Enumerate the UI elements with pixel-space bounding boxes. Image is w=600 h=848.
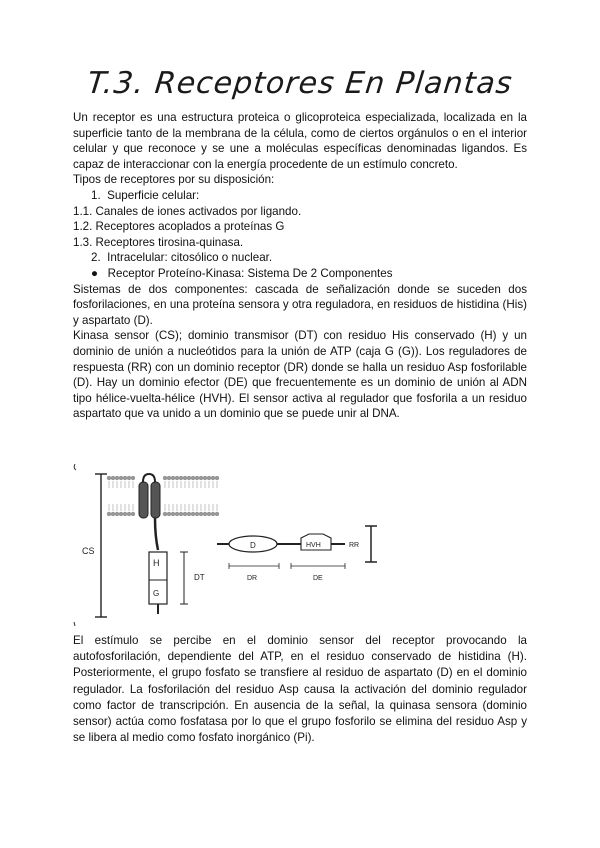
lipid-head bbox=[127, 512, 131, 516]
list-subitem-tyrosine-kinase: 1.3. Receptores tirosina-quinasa. bbox=[73, 235, 244, 249]
lipid-head bbox=[199, 476, 203, 480]
lipid-head bbox=[203, 476, 207, 480]
lipid-head bbox=[123, 476, 127, 480]
list-subitem-g-protein: 1.2. Receptores acoplados a proteínas G bbox=[73, 220, 285, 234]
lipid-head bbox=[203, 512, 207, 516]
transmembrane-helix-icon bbox=[139, 474, 160, 550]
d-label: D bbox=[250, 541, 256, 550]
lipid-head bbox=[183, 476, 187, 480]
two-components-paragraph: Sistemas de dos componentes: cascada de señalización donde se suceden dos fosforilaciones, en una proteína sensora y otra reguladora, en residuos de histidina (His) y aspartato (D). bbox=[73, 282, 527, 327]
lipid-head bbox=[207, 512, 211, 516]
rr-label: RR bbox=[349, 542, 360, 549]
two-component-diagram bbox=[73, 462, 527, 630]
list-item-surface: 1. Superficie celular: bbox=[91, 188, 200, 202]
lipid-head bbox=[191, 476, 195, 480]
dr-label: DR bbox=[247, 575, 258, 582]
intro-paragraph: Un receptor es una estructura proteica o glicoproteica especializada, localizada en la superficie tanto de la membrana de la célula, como de ciertos orgánulos o en el interior celular y que reconoce y se une a moléculas específicas denominadas ligandos. Es capaz de interaccionar con la energía procedente de un estímulo concreto. bbox=[73, 111, 527, 171]
lipid-head bbox=[167, 512, 171, 516]
h-label: H bbox=[153, 558, 160, 568]
lipid-head bbox=[115, 512, 119, 516]
lipid-head bbox=[111, 476, 115, 480]
lipid-head bbox=[167, 476, 171, 480]
dr-span bbox=[229, 563, 279, 569]
de-span bbox=[291, 563, 345, 569]
lipid-head bbox=[107, 476, 111, 480]
lipid-head bbox=[171, 512, 175, 516]
list-item-intracellular: 2. Intracelular: citosólico o nuclear. bbox=[91, 251, 273, 265]
dt-label: DT bbox=[194, 573, 205, 582]
hvh-label: HVH bbox=[306, 542, 321, 549]
lipid-head bbox=[111, 512, 115, 516]
g-label: G bbox=[153, 589, 160, 598]
dt-bracket bbox=[180, 552, 188, 604]
lipid-head bbox=[191, 512, 195, 516]
lipid-head bbox=[163, 476, 167, 480]
types-heading: Tipos de receptores por su disposición: bbox=[73, 173, 275, 187]
lipid-head bbox=[119, 512, 123, 516]
lipid-head bbox=[163, 512, 167, 516]
list-subitem-ion-channels: 1.1. Canales de iones activados por ligando. bbox=[73, 204, 302, 218]
lipid-head bbox=[175, 476, 179, 480]
page-title: T.3. Receptores En Plantas bbox=[85, 66, 515, 101]
kinase-paragraph: Kinasa sensor (CS); dominio transmisor (DT) con residuo His conservado (H) y un dominio de unión a nucleótidos para la unión de ATP (caja G (G)). Los reguladores de respuesta (RR) con un dominio receptor (DR) donde se halla un residuo Asp fosforilable (D). Hay un dominio efector (DE) que frecuentemente es un dominio de unión al ADN tipo hélice-vuelta-hélice (HVH). El sensor activa al regulador que fosforila a un residuo aspartato que va unido a un dominio que se puede unir al DNA. bbox=[73, 329, 527, 421]
cs-bracket bbox=[95, 474, 107, 617]
lipid-head bbox=[107, 512, 111, 516]
lipid-head bbox=[175, 512, 179, 516]
cs-label: CS bbox=[82, 546, 95, 556]
lipid-head bbox=[183, 512, 187, 516]
lipid-head bbox=[207, 476, 211, 480]
lipid-head bbox=[131, 476, 135, 480]
lipid-head bbox=[215, 476, 219, 480]
lipid-head bbox=[195, 512, 199, 516]
lipid-head bbox=[199, 512, 203, 516]
de-label: DE bbox=[313, 575, 323, 582]
lipid-head bbox=[187, 512, 191, 516]
lipid-head bbox=[119, 476, 123, 480]
lipid-head bbox=[215, 512, 219, 516]
lipid-head bbox=[115, 476, 119, 480]
final-paragraph: El estímulo se percibe en el dominio sensor del receptor provocando la autofosforilación, dependiente del ATP, en el residuo conservado de histidina (H). Posteriormente, el grupo fosfato se transfiere al residuo de aspartato (D) en el dominio regulador. La fosforilación del residuo Asp causa la activación del dominio regulador como factor de transcripción. En ausencia de la señal, la quinasa sensora (dominio sensor) actúa como fosfatasa por lo que el grupo fosforilo se elimina del residuo Asp y se libera al medio como fosfato inorgánico (Pi). bbox=[73, 634, 527, 745]
rr-bracket bbox=[365, 526, 377, 562]
lipid-head bbox=[127, 476, 131, 480]
lipid-head bbox=[195, 476, 199, 480]
lipid-head bbox=[211, 476, 215, 480]
lipid-head bbox=[179, 512, 183, 516]
membrane-icon bbox=[107, 476, 219, 516]
lipid-head bbox=[211, 512, 215, 516]
lipid-head bbox=[171, 476, 175, 480]
lipid-head bbox=[131, 512, 135, 516]
lipid-head bbox=[123, 512, 127, 516]
main-content bbox=[73, 110, 527, 422]
lipid-head bbox=[179, 476, 183, 480]
list-bullet-kinase: ● Receptor Proteíno-Kinasa: Sistema De 2 Componentes bbox=[91, 266, 393, 280]
lipid-head bbox=[187, 476, 191, 480]
response-regulator bbox=[217, 534, 345, 552]
